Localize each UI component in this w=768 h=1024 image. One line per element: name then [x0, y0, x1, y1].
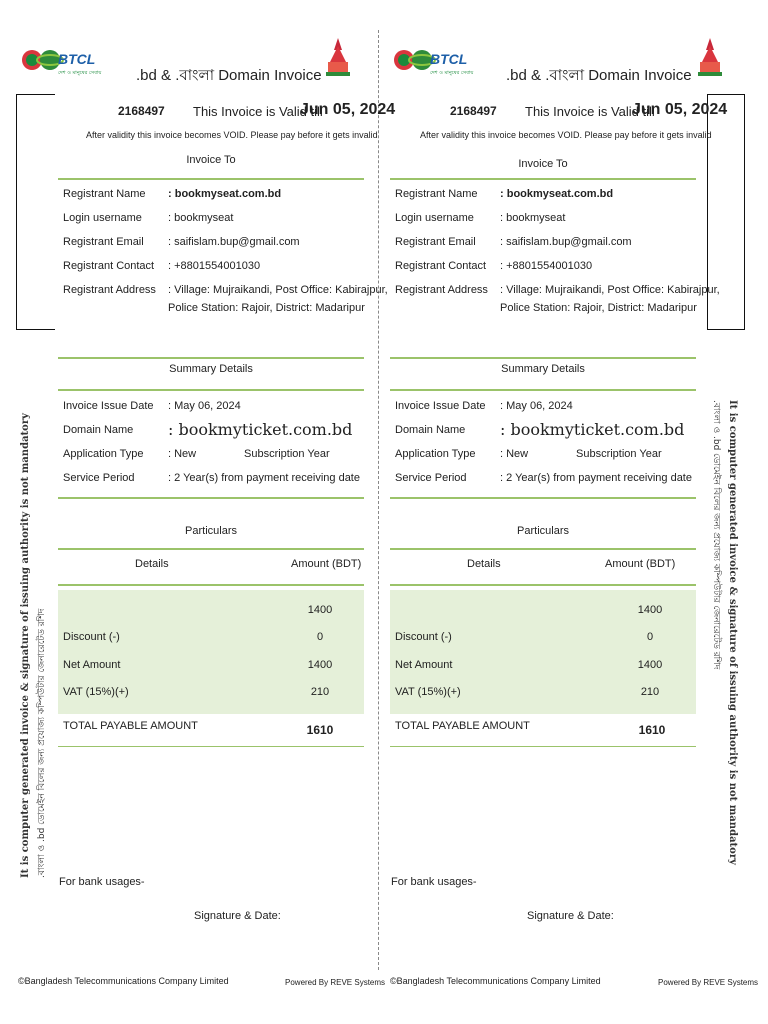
divider — [390, 584, 696, 586]
bank-usage-label: For bank usages- — [391, 876, 477, 888]
service-period-value: : 2 Year(s) from payment receiving date — [500, 472, 692, 484]
divider — [58, 746, 364, 747]
registrant-name-label: Registrant Name — [63, 188, 146, 200]
btcl-logo — [392, 38, 474, 84]
net-amount: 1400 — [637, 659, 663, 671]
subscription-year-label: Subscription Year — [576, 448, 662, 460]
valid-date: Jun 05, 2024 — [300, 101, 396, 118]
domain-name-label: Domain Name — [63, 424, 134, 436]
invoice-title: .bd & .বাংলা Domain Invoice — [506, 67, 692, 84]
total-amount: 1610 — [306, 723, 334, 737]
divider — [58, 357, 364, 359]
vertical-note-right — [711, 400, 746, 890]
registrant-email-label: Registrant Email — [395, 236, 476, 248]
divider — [390, 389, 696, 391]
stamp-box — [16, 94, 55, 330]
vat-label: VAT (15%)(+) — [395, 686, 461, 698]
vat-amount: 210 — [310, 686, 330, 698]
particulars-heading: Particulars — [517, 525, 569, 537]
issue-date-value: : May 06, 2024 — [168, 400, 241, 412]
application-type-label: Application Type — [395, 448, 476, 460]
vat-amount: 210 — [640, 686, 660, 698]
registrant-contact-value: : +8801554001030 — [168, 260, 261, 272]
total-amount: 1610 — [638, 723, 666, 737]
registrant-name-label: Registrant Name — [395, 188, 478, 200]
svg-text:দেশ ও মানুষের সেবায়: দেশ ও মানুষের সেবায় — [430, 70, 474, 76]
login-username-label: Login username — [63, 212, 142, 224]
discount-label: Discount (-) — [63, 631, 120, 643]
service-period-value: : 2 Year(s) from payment receiving date — [168, 472, 360, 484]
domain-name-value: : bookmyticket.com.bd — [168, 420, 353, 439]
void-note: After validity this invoice becomes VOID. Please pay before it gets invalid — [420, 130, 712, 140]
registrant-email-label: Registrant Email — [63, 236, 144, 248]
service-period-label: Service Period — [395, 472, 467, 484]
brand-name: BTCL — [58, 51, 96, 67]
vertical-note — [14, 400, 47, 890]
divider — [390, 357, 696, 359]
registrant-email-value: : saifislam.bup@gmail.com — [168, 236, 300, 248]
divider — [390, 178, 696, 180]
summary-heading: Summary Details — [169, 363, 253, 375]
registrant-contact-value: : +8801554001030 — [500, 260, 593, 272]
svg-text:BTCL: BTCL — [430, 51, 468, 67]
issue-date-label: Invoice Issue Date — [63, 400, 154, 412]
registrant-address-label: Registrant Address — [395, 284, 488, 296]
login-username-value: : bookmyseat — [500, 212, 566, 224]
issue-date-value: : May 06, 2024 — [500, 400, 573, 412]
registrant-address-value-line2: Police Station: Rajoir, District: Madaripur — [168, 302, 365, 314]
vertical-note-en: It is computer generated invoice & signature of issuing authority is not mandatory — [727, 400, 738, 865]
service-period-label: Service Period — [63, 472, 135, 484]
summary-heading: Summary Details — [501, 363, 585, 375]
divider — [390, 548, 696, 550]
divider — [390, 746, 696, 747]
valid-label: This Invoice is Valid till — [525, 104, 655, 119]
details-column-header: Details — [135, 558, 169, 570]
divider — [58, 497, 364, 499]
amount-column-header: Amount (BDT) — [291, 558, 362, 570]
issue-date-label: Invoice Issue Date — [395, 400, 486, 412]
net-amount: 1400 — [307, 659, 333, 671]
invoice-to-heading: Invoice To — [186, 154, 236, 166]
copyright: ©Bangladesh Telecommunications Company Limited — [18, 976, 229, 986]
details-column-header: Details — [467, 558, 501, 570]
signature-label: Signature & Date: — [194, 910, 281, 922]
total-label: TOTAL PAYABLE AMOUNT — [395, 720, 530, 732]
net-amount-label: Net Amount — [63, 659, 121, 671]
registrant-name-value: : bookmyseat.com.bd — [500, 188, 614, 200]
base-amount: 1400 — [637, 604, 663, 616]
net-amount-label: Net Amount — [395, 659, 453, 671]
powered-by: Powered By REVE Systems — [658, 978, 759, 987]
particulars-heading: Particulars — [185, 525, 237, 537]
divider — [58, 548, 364, 550]
login-username-value: : bookmyseat — [168, 212, 234, 224]
bank-usage-label: For bank usages- — [59, 876, 145, 888]
registrant-address-label: Registrant Address — [63, 284, 156, 296]
application-type-label: Application Type — [63, 448, 144, 460]
bangla-domain-emblem — [320, 36, 356, 82]
valid-label: This Invoice is Valid till — [193, 104, 323, 119]
total-label: TOTAL PAYABLE AMOUNT — [63, 720, 198, 732]
divider — [58, 389, 364, 391]
bangla-domain-emblem — [692, 36, 728, 82]
invoice-number: 2168497 — [118, 104, 165, 118]
signature-label: Signature & Date: — [527, 910, 614, 922]
svg-text:দেশ ও মানুষের সেবায়: দেশ ও মানুষের সেবায় — [58, 70, 102, 76]
registrant-contact-label: Registrant Contact — [395, 260, 487, 272]
vertical-note-bn: .বাংলা ও .bd ডোমেইন বিলের জন্য প্রযোজ্য কম্পিউটার জেনারেটেড রশিদ — [37, 608, 47, 878]
login-username-label: Login username — [395, 212, 474, 224]
invoice-title: .bd & .বাংলা Domain Invoice — [136, 67, 322, 84]
powered-by: Powered By REVE Systems — [285, 978, 386, 987]
subscription-year-label: Subscription Year — [244, 448, 330, 460]
registrant-email-value: : saifislam.bup@gmail.com — [500, 236, 632, 248]
application-type-value: : New — [500, 448, 529, 460]
void-note: After validity this invoice becomes VOID. Please pay before it gets invalid — [86, 130, 378, 140]
vertical-note-en: It is computer generated invoice & signature of issuing authority is not mandatory — [20, 413, 31, 878]
invoice-to-heading: Invoice To — [518, 158, 568, 170]
discount-label: Discount (-) — [395, 631, 452, 643]
divider — [58, 584, 364, 586]
vat-label: VAT (15%)(+) — [63, 686, 129, 698]
registrant-name-value: : bookmyseat.com.bd — [168, 188, 282, 200]
divider — [390, 497, 696, 499]
btcl-logo — [20, 38, 102, 84]
vertical-note-bn: .বাংলা ও .bd ডোমেইন বিলের জন্য প্রযোজ্য কম্পিউটার জেনারেটেড রশিদ — [711, 400, 721, 670]
invoice-number: 2168497 — [450, 104, 497, 118]
discount-amount: 0 — [646, 631, 654, 643]
valid-date: Jun 05, 2024 — [632, 101, 728, 118]
amount-column-header: Amount (BDT) — [605, 558, 676, 570]
divider — [58, 178, 364, 180]
discount-amount: 0 — [316, 631, 324, 643]
registrant-address-value-line2: Police Station: Rajoir, District: Madaripur — [500, 302, 697, 314]
domain-name-value: : bookmyticket.com.bd — [500, 420, 685, 439]
registrant-address-value: : Village: Mujraikandi, Post Office: Kabirajpur, — [168, 284, 388, 296]
copyright: ©Bangladesh Telecommunications Company Limited — [390, 976, 601, 986]
domain-name-label: Domain Name — [395, 424, 466, 436]
registrant-contact-label: Registrant Contact — [63, 260, 155, 272]
application-type-value: : New — [168, 448, 197, 460]
registrant-address-value: : Village: Mujraikandi, Post Office: Kabirajpur, — [500, 284, 720, 296]
base-amount: 1400 — [307, 604, 333, 616]
